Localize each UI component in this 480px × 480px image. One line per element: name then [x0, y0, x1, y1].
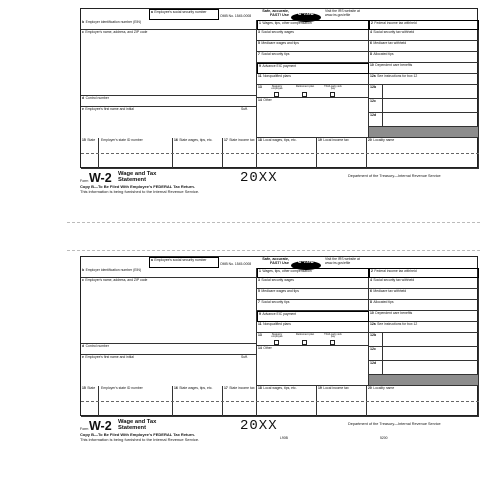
box-14-other[interactable]: [257, 346, 369, 386]
box-2-number: 2: [371, 268, 373, 273]
box-10[interactable]: [369, 311, 479, 322]
box-17-state-tax-number: 17: [224, 138, 228, 142]
box-e-suffix: Suff.: [241, 107, 248, 111]
irs-url: www.irs.gov/efile: [325, 12, 351, 17]
box-a-ssn[interactable]: [149, 9, 219, 20]
box-15-number: 15: [82, 138, 86, 142]
irs-visit-text: Visit the IRS website at: [325, 9, 360, 13]
safe-accurate-text: Safe, accurate,: [262, 257, 289, 261]
box-4-number: 4: [370, 30, 372, 34]
copy-b-line-2: This information is being furnished to the Internal Revenue Service.: [80, 189, 200, 194]
box-14-number: 14: [258, 98, 262, 102]
copy-b-line-1: Copy B—To Be Filed With Employee's FEDERAL Tax Return.: [80, 432, 195, 437]
box-6-number: 6: [370, 289, 372, 293]
box-8-label: Allocated tips: [373, 300, 394, 304]
box-5[interactable]: [257, 41, 369, 52]
box-19-local-tax-number: 19: [318, 138, 322, 142]
box-13-statutory-label: Statutory employee: [271, 333, 283, 339]
box-9-number: 9: [259, 311, 261, 316]
wage-and-tax: Wage and Tax: [118, 171, 157, 177]
fast-use-text: FAST! Use: [270, 261, 289, 266]
box-b-letter: b: [82, 268, 85, 272]
box-13-retirement-label: Retirement plan: [295, 85, 315, 88]
box-9[interactable]: [257, 63, 369, 74]
wage-tax-statement: [118, 172, 156, 184]
w2-footer-copy-1: [80, 170, 478, 196]
box-20-locality-label: Locality name: [373, 138, 395, 142]
form-code-right: 5200: [380, 436, 388, 440]
box-13-statutory-checkbox[interactable]: [274, 340, 279, 345]
box-7[interactable]: [257, 300, 369, 311]
box-14-number: 14: [258, 346, 262, 350]
state-row-divider: [81, 401, 479, 402]
box-12b-code[interactable]: 12b: [369, 85, 383, 98]
box-7-number: 7: [258, 52, 260, 56]
box-7[interactable]: [257, 52, 369, 63]
irs-visit-text: Visit the IRS website at: [325, 257, 360, 261]
box-12a-label: See instructions for box 12: [377, 322, 418, 326]
treasury-dept: Department of the Treasury—Internal Revenue Service: [348, 422, 441, 426]
efile-logo-text: e-file: [297, 258, 315, 265]
box-3[interactable]: [257, 278, 369, 289]
box-12b-code[interactable]: 12b: [369, 333, 383, 346]
efile-logo: [291, 9, 321, 18]
w2-footer-copy-2: [80, 418, 478, 444]
box-6[interactable]: [369, 289, 479, 300]
box-16-state-wages-label: State wages, tips, etc.: [179, 138, 213, 142]
box-b-ein[interactable]: [81, 268, 257, 278]
box-17-state-tax-label: State income tax: [229, 138, 255, 142]
copy-b-line-2: This information is being furnished to the Internal Revenue Service.: [80, 437, 200, 442]
box-14-other[interactable]: [257, 98, 369, 138]
perforation-line: [67, 222, 480, 223]
box-c-employer[interactable]: [81, 278, 257, 344]
box-3[interactable]: [257, 30, 369, 41]
box-11-label: Nonqualified plans: [263, 74, 291, 78]
box-b-ein[interactable]: [81, 20, 257, 30]
w2-title: W-2: [89, 419, 112, 433]
form-word: Form: [80, 427, 89, 431]
form-code-left: L90B: [280, 436, 288, 440]
box-12c-code[interactable]: 12c: [369, 347, 383, 360]
box-13-thirdparty-label: Third-party sick pay: [324, 85, 342, 91]
box-2-number: 2: [371, 20, 373, 25]
box-8[interactable]: [369, 300, 479, 311]
box-d-letter: d: [82, 344, 85, 348]
box-d-label: Control number: [85, 344, 109, 348]
box-1[interactable]: [257, 20, 369, 30]
box-7-number: 7: [258, 300, 260, 304]
box-20-locality-number: 20: [368, 138, 372, 142]
box-e-letter: e: [82, 355, 84, 359]
box-18-local-wages-number: 18: [258, 386, 262, 390]
box-11-label: Nonqualified plans: [263, 322, 291, 326]
box-10[interactable]: [369, 63, 479, 74]
box-2[interactable]: [369, 20, 479, 30]
box-12a-number: 12a: [370, 322, 376, 326]
omb-text: OMB No. 1545-0008: [220, 14, 252, 18]
left-margin: [0, 0, 80, 480]
box-13-retirement-label: Retirement plan: [295, 333, 315, 336]
box-4-label: Social security tax withheld: [373, 278, 415, 282]
box-3-number: 3: [258, 30, 260, 34]
safe-accurate-text: Safe, accurate,: [262, 9, 289, 13]
box-11[interactable]: [257, 322, 369, 333]
irs-website-note: [325, 258, 360, 266]
box-6-label: Medicare tax withheld: [373, 41, 407, 45]
box-e-label: Employee's first name and initial: [85, 107, 134, 111]
box-a-ssn[interactable]: [149, 257, 219, 268]
box-2[interactable]: [369, 268, 479, 278]
tax-year: 20XX: [240, 418, 278, 434]
box-d-letter: d: [82, 96, 85, 100]
box-e-suffix: Suff.: [241, 355, 248, 359]
box-12a-number: 12a: [370, 74, 376, 78]
box-6-number: 6: [370, 41, 372, 45]
box-9-label: Advance EIC payment: [262, 311, 297, 316]
box-12c[interactable]: [369, 347, 479, 361]
box-11[interactable]: [257, 74, 369, 85]
box-4-label: Social security tax withheld: [373, 30, 415, 34]
box-8[interactable]: [369, 52, 479, 63]
box-a-label: Employee's social security number: [154, 257, 207, 262]
box-d-label: Control number: [85, 96, 109, 100]
box-12d[interactable]: [369, 361, 479, 375]
box-1-label: Wages, tips, other compensation: [262, 20, 312, 25]
box-12-shaded: [369, 375, 479, 386]
box-a-letter: a: [151, 9, 153, 14]
w2-form-copy-2: [80, 256, 478, 416]
box-18-local-wages-number: 18: [258, 138, 262, 142]
state-row-divider: [81, 153, 479, 154]
box-10-label: Dependent care benefits: [375, 311, 413, 315]
box-12d-code[interactable]: 12d: [369, 361, 383, 374]
box-19-local-tax-label: Local income tax: [323, 138, 349, 142]
box-3-number: 3: [258, 278, 260, 282]
form-word: Form: [80, 179, 89, 183]
box-a-letter: a: [151, 257, 153, 262]
perforation-line: [67, 250, 480, 251]
box-1-label: Wages, tips, other compensation: [262, 268, 312, 273]
box-13-statutory-checkbox[interactable]: [274, 92, 279, 97]
box-d-control[interactable]: [81, 96, 257, 107]
box-13-retirement-checkbox[interactable]: [302, 92, 307, 97]
box-19-local-tax-label: Local income tax: [323, 386, 349, 390]
box-5-label: Medicare wages and tips: [261, 41, 299, 45]
irs-website-note: [325, 10, 360, 18]
box-13[interactable]: [257, 333, 369, 346]
box-12d[interactable]: [369, 113, 479, 127]
box-12a[interactable]: [369, 322, 479, 333]
box-13-statutory-label: Statutory employee: [271, 85, 283, 91]
box-9-number: 9: [259, 63, 261, 68]
box-12-shaded: [369, 127, 479, 138]
box-8-label: Allocated tips: [373, 52, 394, 56]
box-11-number: 11: [258, 322, 262, 326]
copy-b-note: [80, 432, 199, 442]
box-c-label: Employer's name, address, and ZIP code: [85, 278, 148, 282]
box-18-local-wages-label: Local wages, tips, etc.: [263, 386, 297, 390]
treasury-dept: Department of the Treasury—Internal Revenue Service: [348, 174, 441, 178]
efile-logo-text: e-file: [297, 10, 315, 17]
fast-use-text: FAST! Use: [270, 13, 289, 18]
box-7-label: Social security tips: [261, 300, 290, 304]
wage-and-tax: Wage and Tax: [118, 419, 157, 425]
efile-tagline: [259, 9, 289, 17]
box-13-number: 13: [258, 85, 262, 89]
box-1-number: 1: [259, 268, 261, 273]
box-12b[interactable]: [369, 333, 479, 347]
box-13-number: 13: [258, 333, 262, 337]
box-9[interactable]: [257, 311, 369, 322]
omb-text: OMB No. 1545-0008: [220, 262, 252, 266]
copy-b-note: [80, 184, 199, 194]
box-c-label: Employer's name, address, and ZIP code: [85, 30, 148, 34]
box-14-label: Other: [263, 98, 272, 102]
box-b-label: Employer identification number (EIN): [85, 268, 141, 272]
box-1-number: 1: [259, 20, 261, 25]
box-11-number: 11: [258, 74, 262, 78]
irs-url: www.irs.gov/efile: [325, 260, 351, 265]
box-b-label: Employer identification number (EIN): [85, 20, 141, 24]
box-b-letter: b: [82, 20, 85, 24]
statement-word: Statement: [118, 424, 147, 431]
box-14-label: Other: [263, 346, 272, 350]
box-20-locality-label: Locality name: [373, 386, 395, 390]
box-15-number: 15: [82, 386, 86, 390]
box-15-label: State: [87, 386, 96, 390]
box-10-number: 10: [370, 311, 374, 315]
box-15-id-label: Employer's state ID number: [101, 386, 143, 390]
statement-word: Statement: [118, 176, 147, 183]
box-13-thirdparty-checkbox[interactable]: [330, 92, 335, 97]
box-7-label: Social security tips: [261, 52, 290, 56]
box-12c-code[interactable]: 12c: [369, 99, 383, 112]
box-12b[interactable]: [369, 85, 479, 99]
box-16-state-wages-number: 16: [174, 138, 178, 142]
box-c-letter: c: [82, 30, 84, 34]
box-18-local-wages-label: Local wages, tips, etc.: [263, 138, 297, 142]
box-10-label: Dependent care benefits: [375, 63, 413, 67]
box-13[interactable]: [257, 85, 369, 98]
efile-tagline: [259, 257, 289, 265]
box-e-letter: e: [82, 107, 84, 111]
box-4[interactable]: [369, 278, 479, 289]
box-13-retirement-checkbox[interactable]: [302, 340, 307, 345]
box-16-state-wages-label: State wages, tips, etc.: [179, 386, 213, 390]
box-c-employer[interactable]: [81, 30, 257, 96]
box-12a[interactable]: [369, 74, 479, 85]
w2-form-copy-1: [80, 8, 478, 168]
box-19-local-tax-number: 19: [318, 386, 322, 390]
box-4-number: 4: [370, 278, 372, 282]
box-15-label: State: [87, 138, 96, 142]
w2-title: W-2: [89, 171, 112, 185]
box-d-control[interactable]: [81, 344, 257, 355]
wage-tax-statement: [118, 420, 156, 432]
box-2-label: Federal income tax withheld: [374, 20, 417, 25]
box-20-locality-number: 20: [368, 386, 372, 390]
box-13-thirdparty-checkbox[interactable]: [330, 340, 335, 345]
box-1[interactable]: [257, 268, 369, 278]
efile-logo: [291, 257, 321, 266]
box-c-letter: c: [82, 278, 84, 282]
box-5-label: Medicare wages and tips: [261, 289, 299, 293]
box-3-label: Social security wages: [261, 278, 294, 282]
box-13-thirdparty-label: Third-party sick pay: [324, 333, 342, 339]
box-9-label: Advance EIC payment: [262, 63, 297, 68]
box-12d-code[interactable]: 12d: [369, 113, 383, 126]
box-16-state-wages-number: 16: [174, 386, 178, 390]
box-5[interactable]: [257, 289, 369, 300]
box-4[interactable]: [369, 30, 479, 41]
box-e-label: Employee's first name and initial: [85, 355, 134, 359]
box-17-state-tax-label: State income tax: [229, 386, 255, 390]
box-6[interactable]: [369, 41, 479, 52]
box-12a-label: See instructions for box 12: [377, 74, 418, 78]
box-5-number: 5: [258, 41, 260, 45]
tax-year: 20XX: [240, 170, 278, 186]
box-5-number: 5: [258, 289, 260, 293]
box-3-label: Social security wages: [261, 30, 294, 34]
box-12c[interactable]: [369, 99, 479, 113]
box-17-state-tax-number: 17: [224, 386, 228, 390]
box-15-id-label: Employer's state ID number: [101, 138, 143, 142]
box-10-number: 10: [370, 63, 374, 67]
copy-b-line-1: Copy B—To Be Filed With Employee's FEDERAL Tax Return.: [80, 184, 195, 189]
box-6-label: Medicare tax withheld: [373, 289, 407, 293]
box-2-label: Federal income tax withheld: [374, 268, 417, 273]
box-a-label: Employee's social security number: [154, 9, 207, 14]
box-8-number: 8: [370, 300, 372, 304]
box-8-number: 8: [370, 52, 372, 56]
